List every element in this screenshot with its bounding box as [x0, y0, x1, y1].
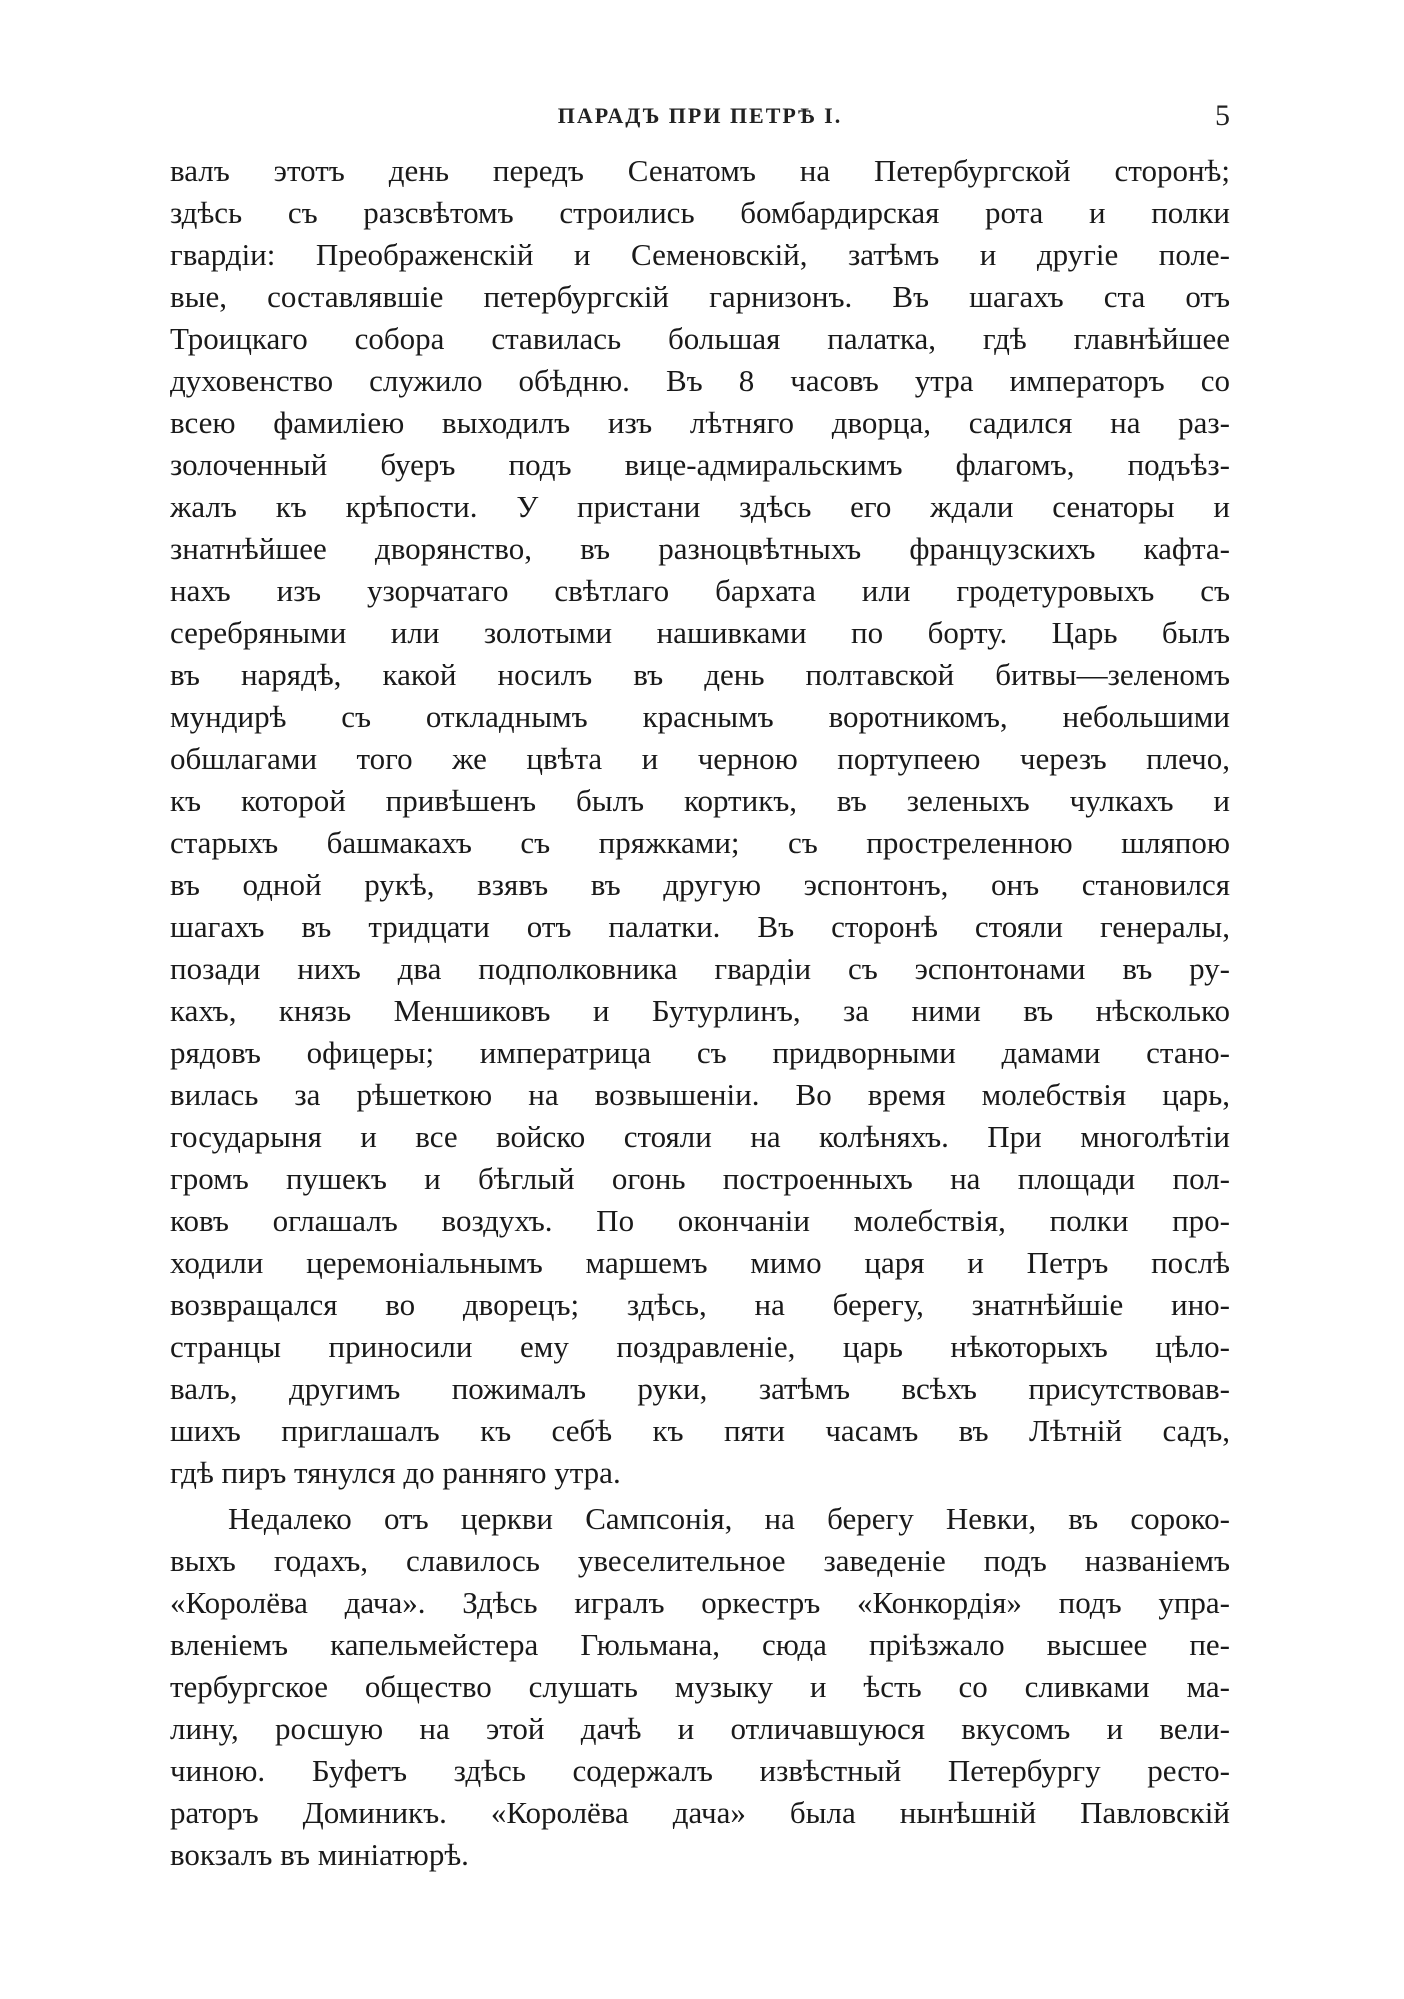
running-head [170, 96, 1230, 136]
text-line: вленіемъ капельмейстера Гюльмана, сюда пріѣзжало высшее пе- [170, 1627, 1230, 1662]
text-line: возвращался во дворецъ; здѣсь, на берегу, знатнѣйшіе ино- [170, 1287, 1230, 1322]
text-line: лину, росшую на этой дачѣ и отличавшуюся вкусомъ и вели- [170, 1711, 1230, 1746]
text-line: кахъ, князь Меншиковъ и Бутурлинъ, за ними въ нѣсколько [170, 993, 1230, 1028]
text-line: ковъ оглашалъ воздухъ. По окончаніи молебствія, полки про- [170, 1203, 1230, 1238]
text-line: въ нарядѣ, какой носилъ въ день полтавской битвы—зеленомъ [170, 657, 1230, 692]
text-line: обшлагами того же цвѣта и черною портупеею черезъ плечо, [170, 741, 1230, 776]
text-line: валъ этотъ день передъ Сенатомъ на Петербургской сторонѣ; [170, 153, 1230, 188]
page-number: 5 [1215, 99, 1230, 132]
text-line: знатнѣйшее дворянство, въ разноцвѣтныхъ французскихъ кафта- [170, 531, 1230, 566]
text-line: духовенство служило обѣдню. Въ 8 часовъ утра императоръ со [170, 363, 1230, 398]
text-line: громъ пушекъ и бѣглый огонь построенныхъ на площади пол- [170, 1161, 1230, 1196]
text-line: Недалеко отъ церкви Сампсонія, на берегу Невки, въ сороко- [228, 1501, 1230, 1536]
text-line: золоченный буеръ подъ вице-адмиральскимъ флагомъ, подъѣз- [170, 447, 1230, 482]
paragraph [170, 150, 1230, 1494]
paragraph [170, 1498, 1230, 1876]
text-line: ходили церемоніальнымъ маршемъ мимо царя и Петръ послѣ [170, 1245, 1230, 1280]
text-line: позади нихъ два подполковника гвардіи съ эспонтонами въ ру- [170, 951, 1230, 986]
text-line: шагахъ въ тридцати отъ палатки. Въ сторонѣ стояли генералы, [170, 909, 1230, 944]
text-line: государыня и все войско стояли на колѣняхъ. При многолѣтіи [170, 1119, 1230, 1154]
text-line: «Королёва дача». Здѣсь игралъ оркестръ «Конкордія» подъ упра- [170, 1585, 1230, 1620]
text-line: тербургское общество слушать музыку и ѣсть со сливками ма- [170, 1669, 1230, 1704]
text-line: вые, составлявшіе петербургскій гарнизонъ. Въ шагахъ ста отъ [170, 279, 1230, 314]
text-line: выхъ годахъ, славилось увеселительное заведеніе подъ названіемъ [170, 1543, 1230, 1578]
text-line: здѣсь съ разсвѣтомъ строились бомбардирская рота и полки [170, 195, 1230, 230]
text-line: шихъ приглашалъ къ себѣ къ пяти часамъ въ Лѣтній садъ, [170, 1413, 1230, 1448]
text-line: серебряными или золотыми нашивками по борту. Царь былъ [170, 615, 1230, 650]
text-line: валъ, другимъ пожималъ руки, затѣмъ всѣхъ присутствовав- [170, 1371, 1230, 1406]
text-line: къ которой привѣшенъ былъ кортикъ, въ зеленыхъ чулкахъ и [170, 783, 1230, 818]
running-title: ПАРАДЪ ПРИ ПЕТРѢ I. [557, 103, 843, 128]
text-line: гдѣ пиръ тянулся до ранняго утра. [170, 1455, 621, 1490]
text-line: вокзалъ въ миніатюрѣ. [170, 1837, 469, 1872]
text-line: всею фамиліею выходилъ изъ лѣтняго дворца, садился на раз- [170, 405, 1230, 440]
text-line: чиною. Буфетъ здѣсь содержалъ извѣстный Петербургу ресто- [170, 1753, 1230, 1788]
text-line: вилась за рѣшеткою на возвышеніи. Во время молебствія царь, [170, 1077, 1230, 1112]
text-line: въ одной рукѣ, взявъ въ другую эспонтонъ, онъ становился [170, 867, 1230, 902]
text-line: мундирѣ съ откладнымъ краснымъ воротникомъ, небольшими [170, 699, 1230, 734]
text-line: раторъ Доминикъ. «Королёва дача» была нынѣшній Павловскій [170, 1795, 1230, 1830]
body-text [170, 150, 1230, 1876]
text-line: старыхъ башмакахъ съ пряжками; съ простреленною шляпою [170, 825, 1230, 860]
text-line: гвардіи: Преображенскій и Семеновскій, затѣмъ и другіе поле- [170, 237, 1230, 272]
text-line: странцы приносили ему поздравленіе, царь нѣкоторыхъ цѣло- [170, 1329, 1230, 1364]
text-line: Троицкаго собора ставилась большая палатка, гдѣ главнѣйшее [170, 321, 1230, 356]
text-line: жалъ къ крѣпости. У пристани здѣсь его ждали сенаторы и [170, 489, 1230, 524]
text-line: нахъ изъ узорчатаго свѣтлаго бархата или гродетуровыхъ съ [170, 573, 1230, 608]
text-line: рядовъ офицеры; императрица съ придворными дамами стано- [170, 1035, 1230, 1070]
